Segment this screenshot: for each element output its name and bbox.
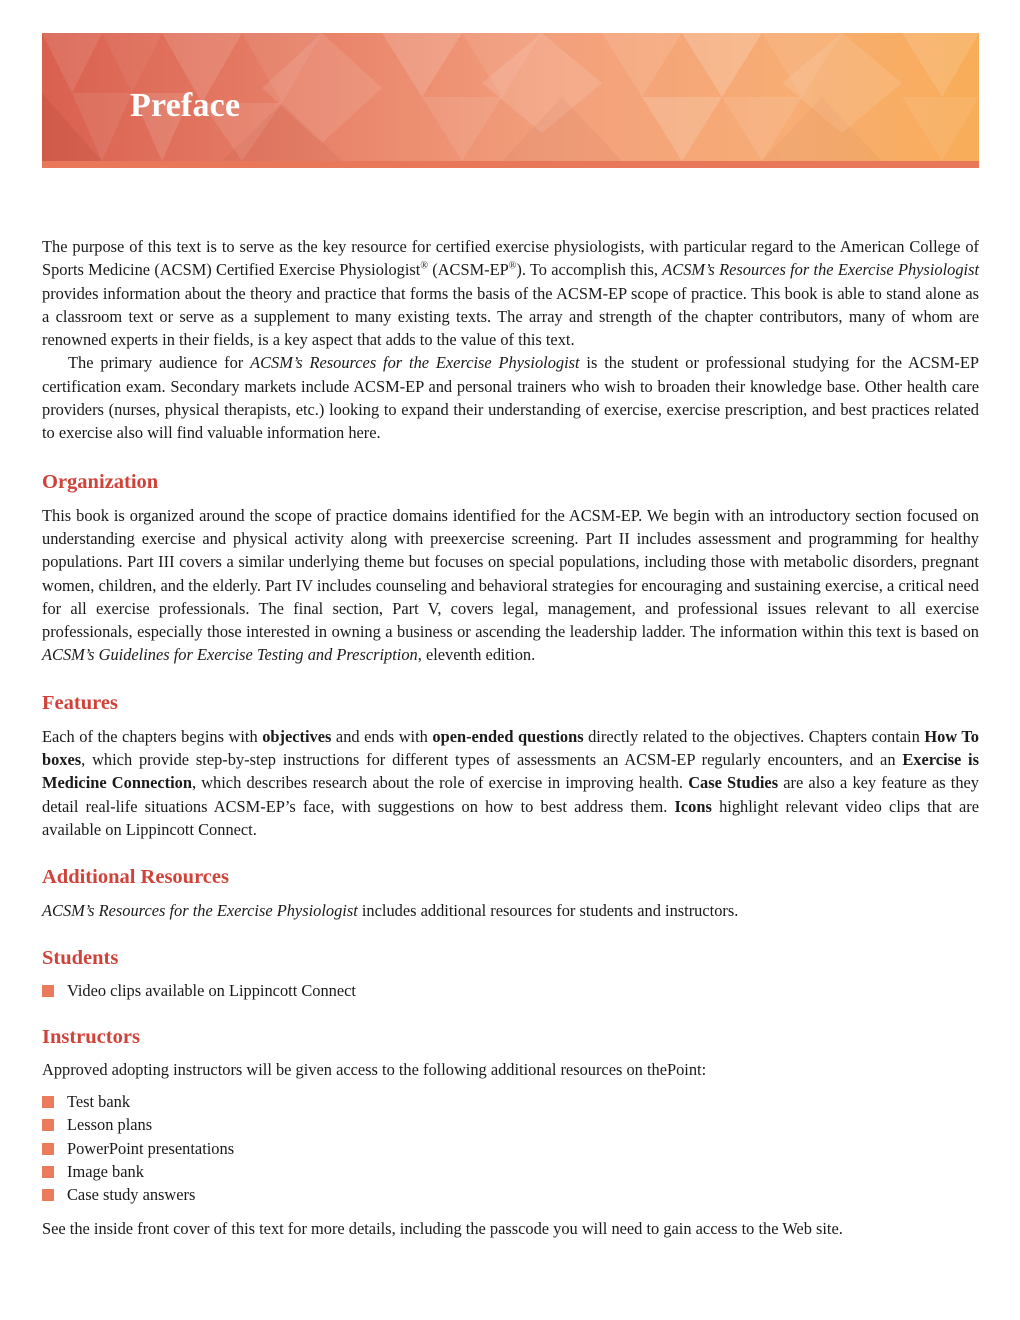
- bullet-square-icon: [42, 1119, 54, 1131]
- bullet-square-icon: [42, 1143, 54, 1155]
- students-list: [42, 979, 979, 1002]
- features-heading: Features: [42, 691, 118, 714]
- list-item: Video clips available on Lippincott Connect: [42, 979, 979, 1002]
- list-item: Image bank: [42, 1160, 979, 1183]
- students-heading: Students: [42, 946, 119, 969]
- instructors-heading: Instructors: [42, 1025, 140, 1048]
- instructors-closing: See the inside front cover of this text for more details, including the passcode you will need to gain access to the Web site.: [42, 1218, 843, 1238]
- instructors-list: [42, 1090, 979, 1206]
- list-item: Lesson plans: [42, 1113, 979, 1136]
- list-item: Test bank: [42, 1090, 979, 1113]
- bullet-square-icon: [42, 1166, 54, 1178]
- list-item: PowerPoint presentations: [42, 1137, 979, 1160]
- intro-paragraph-1: The purpose of this text is to serve as the key resource for certified exercise physiologists, with particular regard to the American College of Sports Medicine (ACSM) Certified Exercise Physiologist® (ACSM-EP®). To accomplish this, ACSM’s Resources for the Exercise Physiologist provides information about the theory and practice that forms the basis of the ACSM-EP scope of practice. This book is able to stand alone as a classroom text or serve as a supplement to many existing texts. The array and strength of the chapter contributors, many of whom are renowned experts in their fields, is a key aspect that adds to the value of this text.: [42, 237, 979, 350]
- additional-resources-paragraph: ACSM’s Resources for the Exercise Physiologist includes additional resources for students and instructors.: [42, 901, 739, 921]
- organization-heading: Organization: [42, 470, 159, 493]
- additional-resources-heading: Additional Resources: [42, 866, 229, 889]
- features-paragraph: Each of the chapters begins with objectives and ends with open-ended questions directly related to the objectives. Chapters contain How To boxes, which provide step-by-step instructions for different types of assessments an ACSM-EP regularly encounters, and an Exercise is Medicine Connection, which describes research about the role of exercise in improving health. Case Studies are also a key feature as they detail real-life situations ACSM-EP’s face, with suggestions on how to best address them. Icons highlight relevant video clips that are available on Lippincott Connect.: [42, 726, 979, 839]
- book-title: ACSM’s Resources for the Exercise Physiologist: [42, 901, 358, 921]
- intro-paragraph-2: The primary audience for ACSM’s Resources for the Exercise Physiologist is the student or professional studying for the ACSM-EP certification exam. Secondary markets include ACSM-EP and personal trainers who wish to broaden their knowledge base. Other health care providers (nurses, physical therapists, etc.) looking to expand their understanding of exercise, exercise prescription, and best practices related to exercise also will find valuable information here.: [42, 353, 979, 443]
- bullet-square-icon: [42, 1096, 54, 1108]
- book-title: ACSM’s Resources for the Exercise Physiologist: [250, 353, 580, 373]
- header-banner: [42, 33, 979, 161]
- list-item: Case study answers: [42, 1183, 979, 1206]
- book-title: ACSM’s Resources for the Exercise Physiologist: [662, 260, 979, 280]
- page-title: Preface: [130, 87, 241, 124]
- guidelines-title: ACSM’s Guidelines for Exercise Testing and Prescription: [42, 645, 418, 665]
- bullet-square-icon: [42, 985, 54, 997]
- banner-underline: [42, 161, 979, 168]
- main-content: [42, 235, 979, 1240]
- bullet-square-icon: [42, 1189, 54, 1201]
- organization-paragraph: This book is organized around the scope of practice domains identified for the ACSM-EP. We begin with an introductory section focused on understanding exercise and physical activity along with preexercise screening. Part II includes assessment and programming for healthy populations. Part III covers a similar underlying theme but focuses on special populations, including those with metabolic disorders, pregnant women, children, and the elderly. Part IV includes counseling and behavioral strategies for encouraging and sustaining exercise, a critical need for all exercise professionals. The final section, Part V, covers legal, management, and professional issues relevant to all exercise professionals, especially those interested in owning a business or ascending the leadership ladder. The information within this text is based on ACSM’s Guidelines for Exercise Testing and Prescription, eleventh edition.: [42, 505, 979, 665]
- instructors-intro: Approved adopting instructors will be given access to the following additional resources on thePoint:: [42, 1059, 707, 1079]
